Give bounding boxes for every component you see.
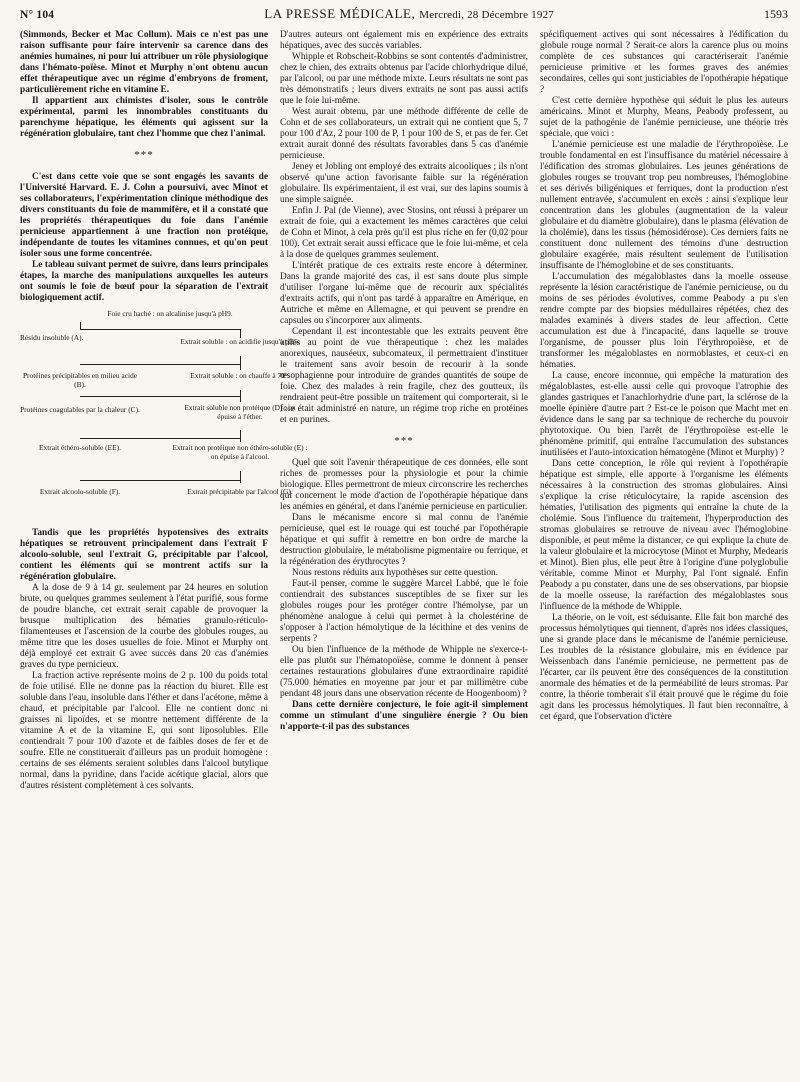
paragraph: L'anémie pernicieuse est une maladie de l'érythropoïèse. Le trouble fondamental en est l'insuffisance du matériel nécessaire à l'édification des stromas globulaires. Les jeunes générations de globules rouges se trouvant trop peu nombreuses, l'hémoglobine et ses dérivés biligéniques et ferriques, dont la production n'est nullement entravée, s'accumulent en excès : ainsi s'explique leur concentration dans les globules (augmentation de la valeur globulaire et du diamètre globulaire), dans le plasma (élévation de la cholémie), dans les tissus (hémosidérose). Ces derniers faits ne constituent donc nullement des témoins d'une destruction globulaire exagérée, mais résultent seulement de l'utilisation insuffisante de l'hémoglobine et de ses constituants. [540, 140, 788, 271]
diagram-node-c: Protéines coagulables par la chaleur (C). [20, 405, 140, 414]
diagram-connector [240, 471, 241, 483]
paragraph: La théorie, on le voit, est séduisante. Elle fait bon marché des processus hémolytiques qui tiennent, d'après nos idées classiques, une si grande place dans le mécanisme de l'anémie pernicieuse. Les troubles de la résistance globulaire, mis en évidence par Weissenbach dans l'anémie pernicieuse, ne permettent pas de l'écarter, car ils peuvent être des conséquences de la constitution anormale des hématies et de la perméabilité de leurs stromas. Par contre, la théorie tomberait s'il était prouvé que le régime du foie agit dans les processus hémolytiques. Il faut bien reconnaître, à cet égard, que l'observation d'ictère [540, 613, 788, 722]
column-1 [20, 30, 308, 1070]
journal-name: LA PRESSE MÉDICALE, [264, 6, 416, 21]
extraction-diagram [20, 309, 308, 524]
diagram-node-extract-2: Extrait soluble : on chauffe à 70°. [190, 371, 290, 380]
diagram-node-g: Extrait précipitable par l'alcool (G). [187, 487, 293, 496]
diagram-connector [240, 356, 241, 370]
journal-title [264, 6, 554, 22]
paragraph: Quel que soit l'avenir thérapeutique de ces données, elle sont riches de promesses pour la physiologie et pour la chimie biologique. Elles permettront de mieux circonscrire les recherches qui concernent le mode d'action de l'opothérapie hépatique dans les anémies en général, et dans l'anémie pernicieuse en particulier. [280, 458, 528, 512]
page-number: 1593 [764, 7, 788, 21]
diagram-top-node: Foie cru haché : on alcalinise jusqu'à pH9. [107, 309, 233, 318]
paragraph: Cependant il est incontestable que les extraits peuvent être utiles au point de vue thérapeutique : chez les malades anorexiques, nauséeux, subcomateux, il permettraient d'instituer le traitement sans avoir besoin de recourir à la sonde œsophagienne pour introduire de grandes quantités de soupe de foie. Chez des malades à rein fragile, chez des goutteux, ils rendraient peut-être possible un traitement qui comporterait, si le foie était administré en nature, un régime trop riche en protéines et en purines. [280, 327, 528, 425]
diagram-connector [80, 364, 240, 365]
paragraph: Tandis que les propriétés hypotensives des extraits hépatiques se retrouvent principalement dans l'extrait F alcoolo-soluble, seul l'extrait G, précipitable par l'alcool, contient les éléments qui se montrent actifs sur la régénération globulaire. [20, 528, 268, 582]
diagram-node-extract-d: Extrait soluble non protéique (D) : on épuise à l'éther. [184, 403, 296, 421]
paragraph: La cause, encore inconnue, qui empêche la maturation des mégaloblastes, est-elle aussi celle qui provoque l'atrophie des glandes gastriques et l'anachlorhydrie d'une part, la sclérose de la moelle épinière d'autre part ? Est-ce le poison que Macht met en évidence dans le sang par sa technique de recherche du pouvoir phytotoxique. Ou bien l'arrêt de l'érythropoïèse est-elle le phénomène primitif, qui entraîne l'accumulation des substances inutilisées et l'auto-intoxication hématogène (Minot et Murphy) ? [540, 371, 788, 458]
diagram-connector [80, 438, 240, 439]
paragraph: Ou bien l'influence de la méthode de Whipple ne s'exerce-t-elle pas plutôt sur l'hématopoïèse, comme le donnent à penser certaines restaurations globulaires d'une extraordinaire rapidité (75.000 hématies en moyenne par jour et par millimètre cube pendant 48 jours dans une observation récente de Hoogenboom) ? [280, 645, 528, 699]
paragraph: Il appartient aux chimistes d'isoler, sous le contrôle expérimental, parmi les innombrables constituants du parenchyme hépatique, les éléments qui agissent sur la régénération globulaire, tant chez l'homme que chez l'animal. [20, 96, 268, 139]
paragraph: Dans le mécanisme encore si mal connu de l'anémie pernicieuse, quel est le rouage qui est touché par l'opothérapie hépatique et qui suffit à remettre en bon ordre de marche la destruction globulaire, le métabolisme pigmentaire ou ferrique, et la régénération des érythrocytes ? [280, 513, 528, 567]
diagram-node-extract-e: Extrait non protéique non éthéro-soluble (E) : on épuise à l'alcool. [172, 443, 308, 461]
diagram-node-f: Extrait alcoolo-soluble (F). [39, 487, 121, 496]
paragraph: Le tableau suivant permet de suivre, dans leurs principales étapes, la marche des manipulations auxquelles les auteurs ont soumis le foie de bœuf pour la séparation de l'extrait biologiquement actif. [20, 260, 268, 303]
paragraph: spécifiquement actives qui sont nécessaires à l'édification du globule rouge normal ? Serait-ce alors la carence plus ou moins complète de ces substances qui caractériserait l'anémie pernicieuse primitive et les formes graves des anémies secondaires, celles qui sont justiciables de l'opothérapie hépatique ? [540, 30, 788, 95]
section-separator: *** [394, 435, 414, 447]
diagram-node-b: Protéines précipitables en milieu acide (B). [22, 371, 138, 389]
paragraph: L'intérêt pratique de ces extraits reste encore à déterminer. Dans la grande majorité des cas, il est sans doute plus simple d'utiliser l'organe lui-même que de recourir aux spécialités d'extraits actifs, qui n'ont pas tardé à apparaître en Amérique, en Autriche et même en Allemagne, et qui peuvent se prendre en capsules ou s'incorporer aux aliments. [280, 261, 528, 326]
column-2 [280, 30, 528, 1070]
column-3 [540, 30, 788, 1070]
page-header [20, 0, 788, 30]
paragraph: (Simmonds, Becker et Mac Collum). Mais ce n'est pas une raison suffisante pour faire intervenir sa carence dans des anémies humaines, ni pour lui attribuer un rôle physiologique dans l'hémato-poïèse. Minot et Murphy n'ont obtenu aucun effet thérapeutique avec un régime d'embryons de froment, particulièrement riche en vitamine E. [20, 30, 268, 95]
diagram-connector [240, 430, 241, 442]
paragraph: C'est cette dernière hypothèse qui séduit le plus les auteurs américains. Minot et Murphy, Means, Peabody professent, au sujet de la pathogénie de l'anémie pernicieuse, une théorie très spéciale, que voici : [540, 96, 788, 139]
diagram-connector [240, 390, 241, 402]
diagram-connector [80, 329, 240, 330]
paragraph: Whipple et Robscheit-Robbins se sont contentés d'administrer, chez le chien, des extraits obtenus par l'acide chlorhydrique dilué, par l'alcool, ou par une méthode mixte. Leurs résultats ne sont pas très démonstratifs ; leurs divers extraits ne sont pas aussi actifs que le foie lui-même. [280, 52, 528, 106]
paragraph: Faut-il penser, comme le suggère Marcel Labbé, que le foie contiendrait des substances susceptibles de se fixer sur les globules rouges pour les protéger contre l'hémolyse, par un phénomène analogue à celui qui permet à la cholestérine de s'opposer à l'action hémolytique de la lécithine et des venins de serpents ? [280, 579, 528, 644]
issue-date: Mercredi, 28 Décembre 1927 [419, 9, 554, 21]
paragraph: D'autres auteurs ont également mis en expérience des extraits hépatiques, avec des succès variables. [280, 30, 528, 51]
paragraph: L'accumulation des mégaloblastes dans la moelle osseuse représente la lésion caractéristique de l'anémie pernicieuse, ou du moins de ses périodes évolutives, comme Peabody a pu s'en rendre compte par des biopsies médullaires répétées, chez des malades examinés à divers stades de leur affection. Cette accumulation est due à l'incapacité, dans laquelle se trouve l'organisme, de pousser plus loin l'érythropoïèse, et de transformer les mégaloblastes en normoblastes, et ceux-ci en hématies. [540, 272, 788, 370]
paragraph: La fraction active représente moins de 2 p. 100 du poids total de foie utilisé. Elle ne donne pas la réaction du biuret. Elle est soluble dans l'eau, insoluble dans l'éther et dans l'acétone, même à chaud, et précipitable par l'alcool. Elle ne contient donc ni graisses ni lipoïdes, et se montre nettement différente de la vitamine A et de la vitamine E, qui sont liposolubles. Elle contiendrait 7 pour 100 d'azote et de faibles doses de fer et de soufre. Elle ne constituerait d'ailleurs pas un produit homogène : certains de ses éléments seraient solubles dans l'alcool butylique normal, dans la pyridine, dans l'acide acétique glacial, alors que d'autres résistent complètement à ces solvants. [20, 671, 268, 791]
diagram-connector [80, 396, 240, 397]
issue-number: N° 104 [20, 9, 55, 21]
diagram-node-a: Résidu insoluble (A). [20, 333, 84, 342]
paragraph: Dans cette dernière conjecture, le foie agit-il simplement comme un stimulant d'une singulière énergie ? Ou bien n'apporte-t-il pas des substances [280, 700, 528, 732]
paragraph: Jeney et Jobling ont employé des extraits alcooliques ; ils n'ont observé qu'une action favorisante faible sur la régénération globulaire. Ils expérimentaient, il est vrai, sur des lapins soumis à une simple saignée. [280, 162, 528, 205]
diagram-node-ee: Extrait éthéro-soluble (EE). [39, 443, 121, 452]
paragraph: West aurait obtenu, par une méthode différente de celle de Cohn et de ses collaborateurs, un extrait qui ne contient que 5, 7 pour 100 d'Az, 2 pour 100 de P, 1 pour 100 de S, et pas de fer. Cet extrait aurait donné des résultats favorables dans 5 cas d'anémie pernicieuse. [280, 107, 528, 161]
paragraph: C'est dans cette voie que se sont engagés les savants de l'Université Harvard. E. J. Cohn a poursuivi, avec Minot et ses collaborateurs, l'expérimentation clinique méthodique des divers constituants du foie de mammifère, et il a constaté que les propriétés thérapeutiques du foie dans l'anémie pernicieuse appartiennent à une fraction non protéique, indépendante de toutes les vitamines connues, et qu'on peut isoler sous une forme concentrée. [20, 172, 268, 259]
paragraph: Dans cette conception, le rôle qui revient à l'opothérapie hépatique est simple, elle apporte à l'organisme les éléments nécessaires à la construction des stromas globulaires. Ainsi s'explique la crise réticulocytaire, la rapide ascension des hématies, l'utilisation des pigments qui entraîne la chute de la cholémie. Sous l'influence du traitement, l'hyperproduction des stromas globulaires se retrouve de niveau avec l'hémoglobine disponible, et peut même la distancer, ce qui explique la chute de la valeur globulaire et la microcytose (Minot et Murphy, Medearis et Minot). Bien plus, elle peut être à l'origine d'une polyglobulie véritable, comme Minot et Murphy, Pal l'ont signalé. Enfin Peabody a pu constater, dans une de ses observations, par biopsie de la moelle osseuse, la raréfaction des mégaloblastes sous l'influence de la méthode de Whipple. [540, 459, 788, 612]
section-separator: *** [134, 149, 154, 161]
paragraph: Nous restons réduits aux hypothèses sur cette question. [292, 568, 499, 578]
text-columns [20, 30, 788, 1070]
diagram-connector [80, 480, 240, 481]
paragraph: Enfin J. Pal (de Vienne), avec Stosins, ont réussi à préparer un extrait de foie, qui a exactement les mêmes caractères que celui de Cohn et Minot, à cela près qu'il est plus riche en fer (0,02 pour 100). Cet extrait serait aussi efficace que le foie lui-même, et cela à la dose de quelques grammes seulement. [280, 206, 528, 260]
diagram-node-extract-1: Extrait soluble : on acidifie jusqu'à pH5. [180, 337, 300, 346]
paragraph: A la dose de 9 à 14 gr. seulement par 24 heures en solution brute, ou quelques grammes seulement à l'état purifié, sous forme de poudre blanche, cet extrait serait capable de provoquer la brusque multiplication des hématies granulo-réticulo-filamenteuses et l'ascension de la courbe des globules rouges, au même titre que les doses usuelles de foie. Minot et Murphy ont déjà employé cet extrait G avec succès dans 20 cas d'anémies graves du type pernicieux. [20, 583, 268, 670]
